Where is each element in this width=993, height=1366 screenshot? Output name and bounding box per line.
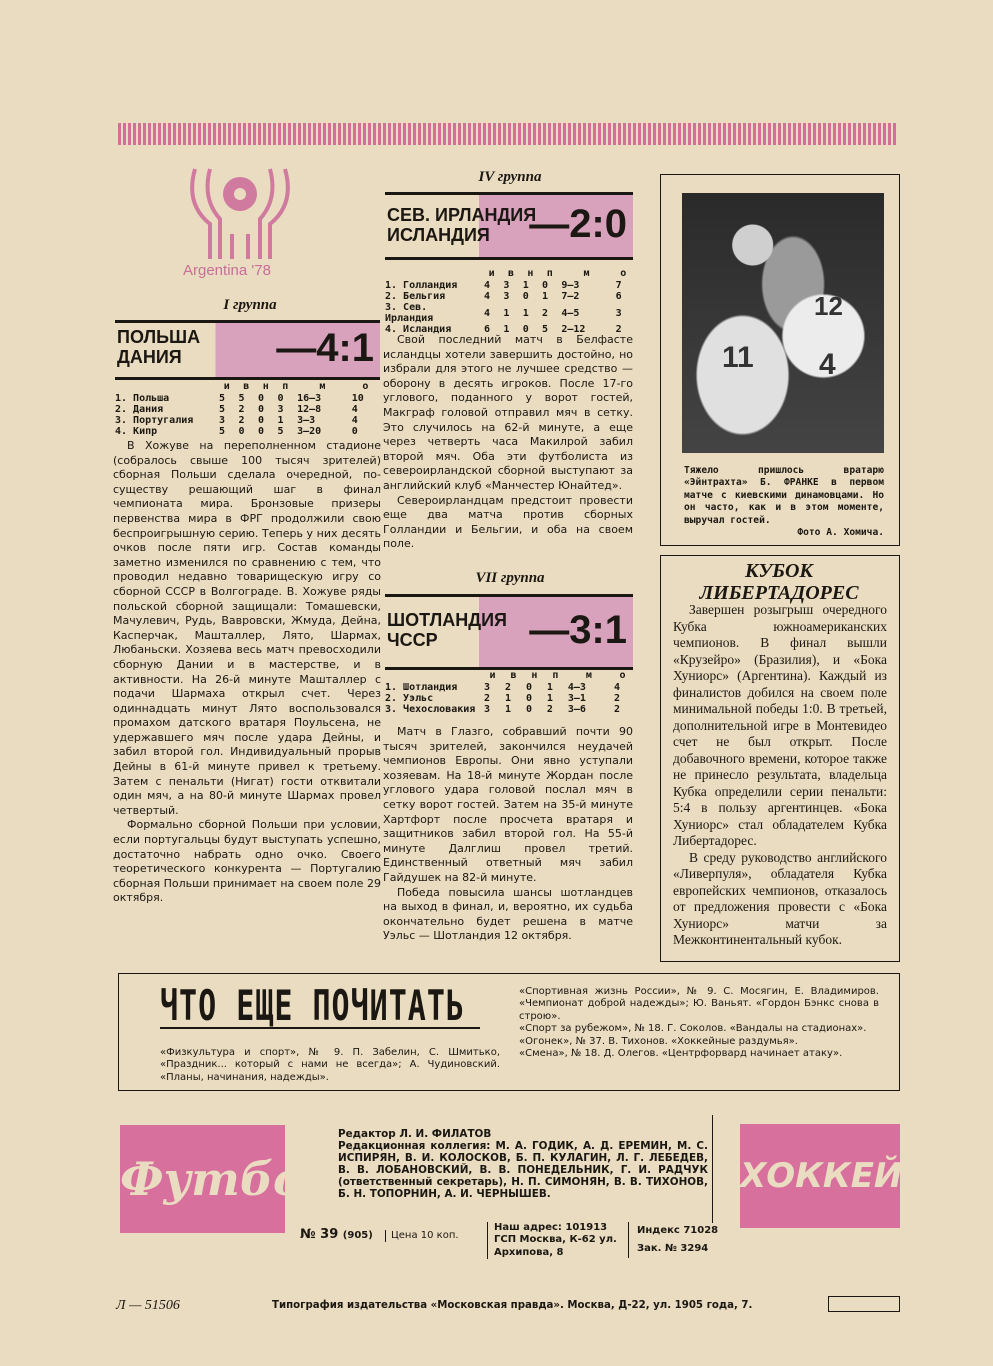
group4-team1: СЕВ. ИРЛАНДИЯ <box>387 205 537 225</box>
group4-article <box>383 333 633 552</box>
table-row <box>383 280 633 291</box>
col-draws: н <box>262 381 269 392</box>
jersey-number: 4 <box>819 348 836 381</box>
table-row <box>383 291 633 302</box>
col-losses: п <box>282 381 289 392</box>
table-cell: 5 <box>219 404 226 415</box>
table-cell: 2 <box>546 704 553 715</box>
group1-team2: ДАНИЯ <box>117 347 182 367</box>
hockey-masthead: ХОККЕЙ <box>740 1124 900 1228</box>
table-cell: 3. Португалия <box>115 415 194 426</box>
table-cell: 1 <box>504 693 511 704</box>
table-cell: 3 <box>503 280 510 291</box>
table-cell: 10 <box>351 393 364 404</box>
imprint-board: Редакционная коллегия: М. А. ГОДИК, А. Д. ЕРЕМИН, М. С. ИСПИРЯН, В. И. КОЛОСКОВ, Б. П. КУЛАГИН, Л. Г. ЛЕБЕДЕВ, В. В. ЛОБАНОВСКИЙ, В. В. ПОНЕДЕЛЬНИК, Г. И. РАДЧУК (ответственный секретарь), Н. П. СИМОНЯН, В. В. ТИХОНОВ, Б. Н. ТОПОРНИН, А. И. ЧЕРНЫШЕВ. <box>338 1140 708 1200</box>
group1-score: —4:1 <box>276 326 374 370</box>
table-cell: 3—20 <box>297 426 322 437</box>
table-row <box>113 426 381 437</box>
group1-standings <box>113 381 381 437</box>
table-cell: 0 <box>522 291 529 302</box>
standings-header <box>113 381 381 393</box>
reading-underline <box>160 1027 480 1029</box>
photo-caption: Тяжело пришлось вратарю «Эйнтрахта» Б. ФРАНКЕ в первом матче с киевскими динамовцами. Но он часто, как и в этом моменте, выручал гостей. Фото А. Хомича. <box>684 465 884 539</box>
table-cell: о <box>620 268 627 279</box>
table-cell: 1. Шотландия <box>385 682 458 693</box>
football-masthead: Футбол <box>120 1125 285 1233</box>
footer-code: Л — 51506 <box>116 1298 180 1313</box>
table-cell: 16—3 <box>297 393 322 404</box>
group7-team2: ЧССР <box>387 630 438 650</box>
table-cell: 6 <box>484 324 491 335</box>
table-cell: 2. Бельгия <box>385 291 446 302</box>
reading-item: «Спортивная жизнь России», № 9. С. Мосягин, Е. Владимиров. «Чемпионат доброй надежды»; Ю. Ваньят. «Гордон Бэнкс снова в строю». <box>519 986 879 1022</box>
article-paragraph: Североирландцам предстоит провести еще два матча против сборных Голландии и Бельгии, и оба на своем поле. <box>383 493 633 551</box>
imprint-editor: Редактор Л. И. ФИЛАТОВ <box>338 1128 492 1140</box>
table-cell: 5 <box>219 426 226 437</box>
table-cell: в <box>510 670 517 681</box>
table-cell: 7—2 <box>561 291 580 302</box>
table-cell: 4 <box>484 280 491 291</box>
table-cell: 0 <box>525 704 532 715</box>
table-row <box>383 302 633 324</box>
table-row <box>383 682 633 693</box>
footer-box <box>828 1296 900 1312</box>
table-cell: 0 <box>258 415 265 426</box>
table-cell: 5 <box>219 393 226 404</box>
table-cell: 2 <box>614 693 621 704</box>
table-cell: 0 <box>522 324 529 335</box>
article-paragraph: Победа повысила шансы шотландцев на выход в финал, и, вероятно, их судьба окончательно будет решена в матче Уэльс — Шотландия 12 октября. <box>383 885 633 943</box>
col-team <box>113 381 217 393</box>
table-cell: 9—3 <box>561 280 580 291</box>
table-cell: м <box>585 670 592 681</box>
table-cell: 3—6 <box>567 704 586 715</box>
subscription-index: Индекс 71028 <box>637 1225 719 1236</box>
table-cell: 0 <box>542 280 549 291</box>
table-cell: и <box>489 670 496 681</box>
photo-credit: Фото А. Хомича. <box>797 527 884 539</box>
table-cell: 7 <box>615 280 622 291</box>
table-cell: 2 <box>504 682 511 693</box>
table-cell: 4. Исландия <box>385 324 452 335</box>
group1-team1: ПОЛЬША <box>117 327 201 347</box>
table-cell: 1 <box>522 307 529 319</box>
table-cell: 0 <box>277 393 284 404</box>
table-cell: в <box>508 268 515 279</box>
article-paragraph: Матч в Глазго, собравший почти 90 тысяч зрителей, закончился неудачей чемпионов Европы. Они явно уступали хозяевам. На 18-й минуте Жордан после углового удара головой послал мяч в сетку ворот гостей. Затем на 35-й минуте Хартфорт после просчета вратаря и защитников забил второй гол. На 55-й минуте Далглиш провел третий. Единственный ответный мяч забил Гайдушек на 82-й минуте. <box>383 725 633 884</box>
reading-left: «Физкультура и спорт», № 9. П. Забелин, С. Шмитько, «Праздник... который с нами не всегда»; А. Чудиновский. «Планы, начинания, надежды». <box>160 1047 500 1083</box>
group4-title: IV группа <box>478 169 542 185</box>
article-paragraph: В среду руководство английского «Ливерпуля», обладателя Кубка европейских чемпионов, отказалось от предложения провести с «Бока Хуниорс» матчи за Межконтинентальный кубок. <box>673 849 887 947</box>
standings-header <box>383 670 633 682</box>
group7-teams <box>387 610 507 650</box>
group4-standings <box>383 268 633 335</box>
table-row <box>113 393 381 404</box>
table-cell: 4—5 <box>561 307 580 319</box>
table-cell: 5 <box>238 393 245 404</box>
table-cell: 4 <box>484 291 491 302</box>
table-cell: 4 <box>484 307 491 319</box>
football-photo <box>682 193 884 453</box>
group4-score: —2:0 <box>529 202 627 246</box>
table-cell: 2. Дания <box>115 404 164 415</box>
table-cell: 2 <box>542 307 549 319</box>
col-wins: в <box>243 381 250 392</box>
index-order <box>628 1222 737 1258</box>
table-cell: 5 <box>542 324 549 335</box>
reading-right <box>519 986 879 1060</box>
table-cell: 1 <box>503 307 510 319</box>
article-paragraph: Формально сборной Польши при условии, если португальцы будут выступать успешно, достаточно набрать одно очко. Своего теоретического конкурента — Португалию сборная Польши принимает на своем поле 29 октября. <box>113 818 381 905</box>
group1-scorebox <box>115 320 380 380</box>
table-cell: 0 <box>351 426 358 437</box>
table-cell: 0 <box>258 393 265 404</box>
table-cell: 3 <box>277 404 284 415</box>
table-cell: 0 <box>525 682 532 693</box>
table-cell: 5 <box>277 426 284 437</box>
table-cell: 4 <box>614 682 621 693</box>
reading-title: ЧТО ЕЩЕ ПОЧИТАТЬ <box>160 982 465 1031</box>
group4-teams <box>387 205 536 245</box>
group7-title: VII группа <box>475 570 545 586</box>
group7-standings <box>383 670 633 715</box>
table-cell: 0 <box>258 426 265 437</box>
article-paragraph: Свой последний матч в Белфасте исландцы хотели завершить достойно, но избрали для этого не лучшее средство — оборону в десять игроков. После 17-го углового, поданного у ворот гостей, Макграф головой отправил мяч в сетку. Это случилось на 62-й минуте, а еще через четверть часа Макилрой забил второй мяч. Оба эти футболиста из североирландской сборной выступают за английский клуб «Манчестер Юнайтед». <box>383 333 633 492</box>
table-cell: 4 <box>351 415 358 426</box>
libertadores-title: КУБОК ЛИБЕРТАДОРЕС <box>699 560 859 604</box>
table-cell: п <box>552 670 559 681</box>
order-number: Зак. № 3294 <box>637 1243 709 1254</box>
table-cell: 3 <box>484 682 491 693</box>
table-cell: н <box>527 268 534 279</box>
table-cell: 4—3 <box>567 682 586 693</box>
table-cell: 3—1 <box>567 693 586 704</box>
table-cell: 1 <box>504 704 511 715</box>
table-cell: 1 <box>546 693 553 704</box>
table-cell <box>383 670 482 682</box>
table-cell: 1 <box>503 324 510 335</box>
article-paragraph: В Хожуве на переполненном стадионе (собралось свыше 100 тысяч зрителей) сборная Польши сделала очередной, по-существу решающий шаг в финал чемпионата мира. Бронзовые призеры первенства мира в ФРГ продолжили свою беспроигрышную серию. Теперь у них десять очков после пяти игр. Состав команды заметно изменился по сравнению с тем, что проводил недавно товарищескую игру со сборной СССР в Волгограде. В. Хожуве ряды польской сборной защищали: Томашевски, Мачулевич, Рудь, Вавровски, Жмуда, Дейна, Касперчак, Машталлер, Лято, Шармах, Любаньски. Хозяева весь матч превосходили сборную Дании и в мастерстве, и в активности. На 26-й минуте Машталлер с подачи Шармаха открыл счет. Через одиннадцать минут Лято воспользовался промахом датского вратаря Поульсена, не удержавшего мяч после удара Дейны, и забил второй гол. Индивидуальный прорыв Дейны в 61-й минуте привел к третьему. Затем с пенальти (Нигат) гости отквитали один мяч, а на 80-й минуте Шармах провел четвертый. <box>113 439 381 817</box>
table-cell: 2 <box>615 324 622 335</box>
price: Цена 10 коп. <box>385 1230 483 1242</box>
table-cell: 1 <box>522 280 529 291</box>
logo-text: Argentina '78 <box>183 262 271 279</box>
group7-team1: ШОТЛАНДИЯ <box>387 610 507 630</box>
jersey-number: 11 <box>722 341 754 374</box>
table-cell: 0 <box>238 426 245 437</box>
footer-printer: Типография издательства «Московская правда». Москва, Д-22, ул. 1905 года, 7. <box>272 1300 753 1311</box>
table-cell: и <box>488 268 495 279</box>
table-row <box>113 404 381 415</box>
standings-header <box>383 268 633 280</box>
table-row <box>383 693 633 704</box>
table-cell: 1. Польша <box>115 393 170 404</box>
group7-scorebox <box>385 594 633 670</box>
libertadores-article <box>673 602 887 949</box>
table-cell: 3 <box>484 704 491 715</box>
table-row <box>113 415 381 426</box>
table-cell: 3. Чехословакия <box>385 704 476 715</box>
decorative-stripe <box>118 123 898 145</box>
table-cell: 2 <box>238 415 245 426</box>
table-cell: 3. Сев. Ирландия <box>385 302 434 324</box>
table-cell: 6 <box>615 291 622 302</box>
group7-article <box>383 725 633 944</box>
table-cell: 3 <box>219 415 226 426</box>
table-cell: 4. Кипр <box>115 426 158 437</box>
table-cell: 0 <box>525 693 532 704</box>
table-cell: н <box>531 670 538 681</box>
col-played: и <box>223 381 230 392</box>
table-cell: 1 <box>277 415 284 426</box>
col-points: о <box>362 381 369 392</box>
table-cell: 3 <box>615 307 622 319</box>
reading-item: «Огонек», № 37. В. Тихонов. «Хоккейные раздумья». <box>519 1035 798 1047</box>
table-cell: 12—8 <box>297 404 322 415</box>
group7-score: —3:1 <box>529 608 627 652</box>
group1-teams <box>117 327 200 367</box>
table-cell: 1. Голландия <box>385 280 458 291</box>
group4-scorebox <box>385 192 633 260</box>
table-cell <box>383 268 482 280</box>
table-cell: 3 <box>503 291 510 302</box>
reading-item: «Смена», № 18. Д. Олегов. «Центрфорвард начинает атаку». <box>519 1048 843 1060</box>
table-cell: 1 <box>542 291 549 302</box>
reading-item: «Спорт за рубежом», № 18. Г. Соколов. «Вандалы на стадионах». <box>519 1023 867 1035</box>
group4-team2: ИСЛАНДИЯ <box>387 225 490 245</box>
table-cell: м <box>583 268 590 279</box>
table-cell: 2 <box>238 404 245 415</box>
jersey-number: 12 <box>814 291 843 321</box>
table-row <box>383 704 633 715</box>
group1-title: I группа <box>223 297 277 313</box>
article-paragraph: Завершен розыгрыш очередного Кубка южноамериканских чемпионов. В финал вышли «Крузейро» (Бразилия), и «Бока Хуниорс» (Аргентина). Каждый из финалистов добился на своем поле минимальной победы 1:0. В третьей, дополнительной игре в Монтевидео счет не был открыт. После добавочного времени, которое также не принесло результата, владельца Кубка определили серии пенальти: 5:4 в пользу аргентинцев. «Бока Хуниорс» стал обладателем Кубка Либертадорес. <box>673 602 887 848</box>
address: Наш адрес: 101913 ГСП Москва, К-62 ул. Архипова, 8 <box>487 1222 622 1259</box>
table-cell: 2 <box>484 693 491 704</box>
table-cell: 2 <box>614 704 621 715</box>
table-cell: 3—3 <box>297 415 316 426</box>
group1-article <box>113 439 381 906</box>
col-goals: м <box>319 381 326 392</box>
table-cell: 2—12 <box>561 324 586 335</box>
table-cell: п <box>546 268 553 279</box>
table-cell: 0 <box>258 404 265 415</box>
imprint <box>338 1128 708 1200</box>
table-cell: 4 <box>351 404 358 415</box>
table-cell: 1 <box>546 682 553 693</box>
table-cell: 2. Уэльс <box>385 693 434 704</box>
table-cell: о <box>619 670 626 681</box>
issue-number: № 39 (905) <box>300 1227 373 1242</box>
